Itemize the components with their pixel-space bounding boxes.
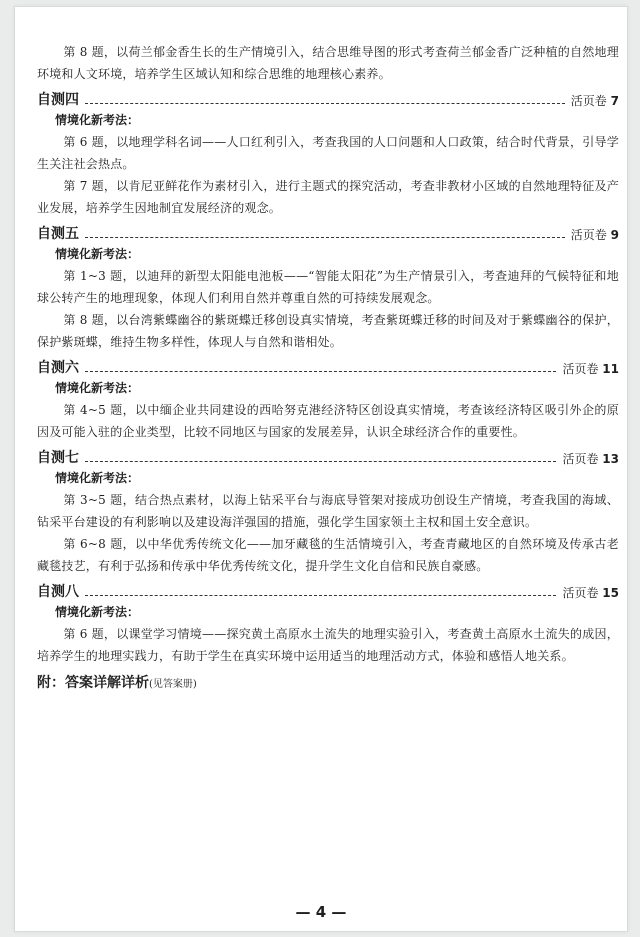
page-ref-number: 13 <box>602 452 619 466</box>
page-ref-label: 活页卷 <box>562 586 599 600</box>
page-ref-number: 7 <box>610 94 619 108</box>
section-block <box>37 355 619 443</box>
section-paragraph: 第 6 题，以课堂学习情境——探究黄土高原水土流失的地理实验引入，考查黄土高原水土流失的成因，培养学生的地理实践力，有助于学生在真实环境中运用适当的地理活动方式，体验和感悟人地关系。 <box>37 627 619 663</box>
section-block <box>37 87 619 219</box>
sections-container <box>37 87 619 667</box>
section-page-ref <box>562 360 619 377</box>
section-heading-row <box>37 445 619 467</box>
section-page-ref <box>562 450 619 467</box>
dot-leader <box>85 237 565 238</box>
section-title: 自测五 <box>37 226 79 242</box>
page-number: — 4 — <box>295 903 347 921</box>
section-block <box>37 579 619 667</box>
section-subheading: 情境化新考法： <box>55 381 140 395</box>
section-heading-row <box>37 355 619 377</box>
page-ref-label: 活页卷 <box>570 94 607 108</box>
page-ref-number: 15 <box>602 586 619 600</box>
section-heading-row <box>37 87 619 109</box>
section-paragraph: 第 8 题，以台湾紫蝶幽谷的紫斑蝶迁移创设真实情境，考查紫斑蝶迁移的时间及对于紫蝶幽谷的保护，保护紫斑蝶，维持生物多样性，体现人与自然和谐相处。 <box>37 313 619 349</box>
appendix-line <box>37 671 619 696</box>
section-heading-row <box>37 221 619 243</box>
section-heading-row <box>37 579 619 601</box>
section-subheading: 情境化新考法： <box>55 247 140 261</box>
section-paragraph: 第 4~5 题，以中缅企业共同建设的西哈努克港经济特区创设真实情境，考查该经济特区吸引外企的原因及可能入驻的企业类型，比较不同地区与国家的发展差异，认识全球经济合作的重要性。 <box>37 403 619 439</box>
section-subheading: 情境化新考法： <box>55 113 140 127</box>
section-page-ref <box>562 584 619 601</box>
section-block <box>37 221 619 353</box>
section-title: 自测四 <box>37 92 79 108</box>
page-ref-label: 活页卷 <box>570 228 607 242</box>
section-subheading: 情境化新考法： <box>55 471 140 485</box>
dot-leader <box>85 595 556 596</box>
dot-leader <box>85 461 556 462</box>
section-paragraph: 第 6 题，以地理学科名词——人口红利引入，考查我国的人口问题和人口政策，结合时代背景，引导学生关注社会热点。 <box>37 135 619 171</box>
page-ref-label: 活页卷 <box>562 362 599 376</box>
section-paragraph: 第 3~5 题，结合热点素材，以海上钻采平台与海底导管架对接成功创设生产情境，考查我国的海域、钻采平台建设的有利影响以及建设海洋强国的措施，强化学生国家领土主权和国土安全意识。 <box>37 493 619 529</box>
page-ref-label: 活页卷 <box>562 452 599 466</box>
dot-leader <box>85 371 556 372</box>
intro-paragraph: 第 8 题，以荷兰郁金香生长的生产情境引入，结合思维导图的形式考查荷兰郁金香广泛种植的自然地理环境和人文环境，培养学生区域认知和综合思维的地理核心素养。 <box>37 45 619 81</box>
appendix-title: 附：答案详解详析 <box>37 675 149 691</box>
section-subheading: 情境化新考法： <box>55 605 140 619</box>
document-page <box>14 6 628 932</box>
section-paragraph: 第 1~3 题，以迪拜的新型太阳能电池板——“智能太阳花”为生产情景引入，考查迪拜的气候特征和地球公转产生的地理现象，体现人们利用自然并尊重自然的可持续发展观念。 <box>37 269 619 305</box>
section-page-ref <box>571 92 619 109</box>
page-content <box>37 41 619 696</box>
page-ref-number: 11 <box>602 362 619 376</box>
section-title: 自测六 <box>37 360 79 376</box>
section-paragraph: 第 6~8 题，以中华优秀传统文化——加牙藏毯的生活情境引入，考查青藏地区的自然环境及传承古老藏毯技艺，有利于弘扬和传承中华优秀传统文化，提升学生文化自信和民族自豪感。 <box>37 537 619 573</box>
section-title: 自测八 <box>37 584 79 600</box>
section-block <box>37 445 619 577</box>
section-paragraph: 第 7 题，以肯尼亚鲜花作为素材引入，进行主题式的探究活动，考查非教材小区域的自然地理特征及产业发展，培养学生因地制宜发展经济的观念。 <box>37 179 619 215</box>
section-title: 自测七 <box>37 450 79 466</box>
section-page-ref <box>571 226 619 243</box>
dot-leader <box>85 103 565 104</box>
appendix-note: (见答案册) <box>149 679 197 690</box>
page-ref-number: 9 <box>610 228 619 242</box>
